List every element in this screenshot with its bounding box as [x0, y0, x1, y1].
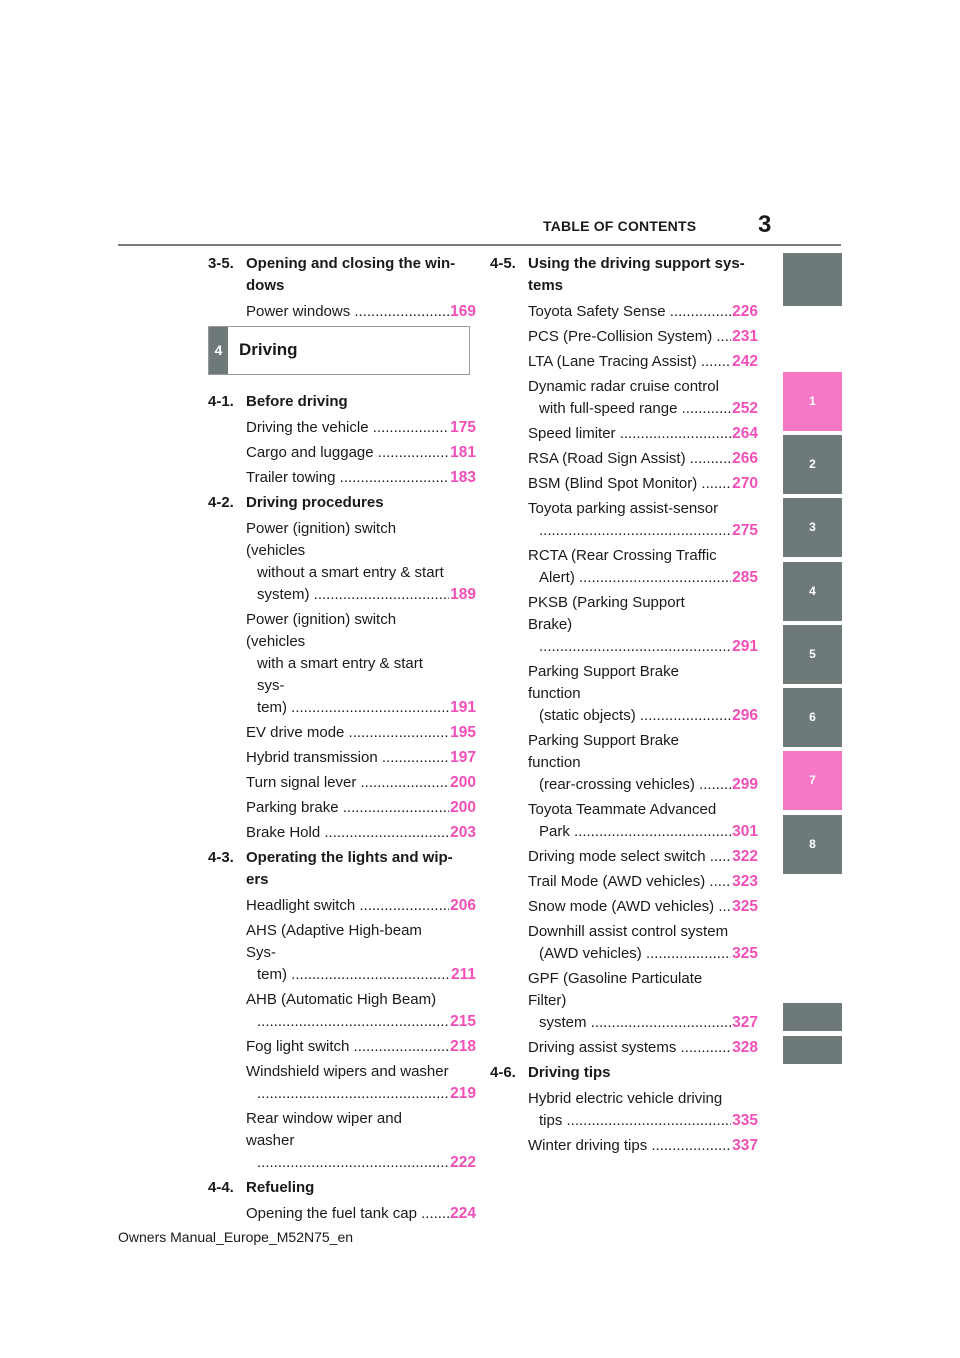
toc-entry-page[interactable]: 231: [732, 328, 758, 345]
toc-entry-label-line: (rear-crossing vehicles) .....: [528, 774, 731, 796]
chapter-tab[interactable]: [783, 1003, 842, 1031]
toc-entry-page[interactable]: 270: [732, 475, 758, 492]
toc-entry-page[interactable]: 200: [450, 774, 476, 791]
section-title: Driving tips: [528, 1064, 611, 1081]
toc-entry-page[interactable]: 181: [450, 444, 476, 461]
toc-entry-label-line: Toyota Teammate Advanced: [528, 801, 717, 818]
section-title: Using the driving support sys- tems: [528, 255, 745, 294]
toc-entry[interactable]: [528, 376, 758, 420]
section-heading: [208, 253, 476, 297]
toc-entry[interactable]: [246, 1036, 476, 1058]
toc-entry-page[interactable]: 322: [732, 848, 758, 865]
toc-entry-label-line: [246, 1083, 449, 1105]
toc-entry[interactable]: [246, 797, 476, 819]
section-number: 4-4.: [208, 1179, 234, 1196]
toc-entry-label-line: Dynamic radar cruise control: [528, 378, 719, 395]
toc-entry[interactable]: [528, 498, 758, 542]
toc-entry-page[interactable]: 215: [450, 1013, 476, 1030]
toc-entry-label-line: Hybrid electric vehicle driving: [528, 1090, 723, 1107]
toc-entry[interactable]: [246, 895, 476, 917]
toc-entry-page[interactable]: 183: [450, 469, 476, 486]
toc-entry-page[interactable]: 169: [450, 303, 476, 320]
toc-entry-label-line: Power (ignition) switch (vehicles: [246, 520, 397, 559]
toc-entry-label-line: Alert) .....: [528, 567, 731, 589]
section-number: 4-3.: [208, 849, 234, 866]
toc-entry[interactable]: [528, 871, 758, 893]
toc-entry-page[interactable]: 252: [732, 400, 758, 417]
toc-entry[interactable]: [246, 747, 476, 769]
toc-entry-label-line: PKSB (Parking Support Brake): [528, 594, 685, 633]
toc-entry[interactable]: [528, 896, 758, 918]
toc-entry[interactable]: [246, 301, 476, 323]
toc-entry-label: Fog light switch .....: [246, 1036, 449, 1058]
toc-entry-label: Parking brake .....: [246, 797, 449, 819]
toc-entry[interactable]: [528, 661, 758, 727]
toc-entry-label: Toyota Safety Sense .....: [528, 301, 731, 323]
toc-entry-label: Headlight switch .....: [246, 895, 449, 917]
section-title: Driving procedures: [246, 494, 384, 511]
toc-entry-page[interactable]: 296: [732, 707, 758, 724]
toc-entry-label: Trail Mode (AWD vehicles) .....: [528, 871, 731, 893]
toc-entry-label: Hybrid transmission .....: [246, 747, 449, 769]
toc-entry[interactable]: [528, 730, 758, 796]
toc-left-column: [208, 391, 476, 1228]
toc-entry-label-line: Power (ignition) switch (vehicles: [246, 611, 397, 650]
toc-entry-label-line: AHS (Adaptive High-beam Sys-: [246, 922, 422, 961]
toc-entry-page[interactable]: 211: [450, 966, 476, 983]
toc-entry[interactable]: [528, 473, 758, 495]
toc-entry-page[interactable]: 175: [450, 419, 476, 436]
toc-entry-label-line: [246, 1152, 449, 1174]
toc-entry-label-line: [528, 520, 731, 542]
toc-entry-label: Driving the vehicle .....: [246, 417, 449, 439]
toc-entry[interactable]: [528, 301, 758, 323]
toc-entry[interactable]: [528, 968, 758, 1034]
toc-entry[interactable]: [246, 722, 476, 744]
toc-entry-page[interactable]: 325: [732, 898, 758, 915]
toc-entry-page[interactable]: 299: [732, 776, 758, 793]
toc-entry-label: Opening the fuel tank cap .....: [246, 1203, 449, 1225]
toc-entry[interactable]: [246, 920, 476, 986]
toc-entry-label-line: Park .....: [528, 821, 731, 843]
toc-entry-label-line: Rear window wiper and washer: [246, 1110, 402, 1149]
toc-entry-page[interactable]: 189: [450, 586, 476, 603]
toc-entry-page[interactable]: 266: [732, 450, 758, 467]
chapter-tab[interactable]: 1: [783, 372, 842, 431]
section-heading: [490, 1062, 758, 1084]
toc-entry-label-line: [528, 636, 731, 658]
toc-entry[interactable]: [246, 467, 476, 489]
chapter-title: Driving: [239, 340, 298, 359]
toc-entry[interactable]: [246, 417, 476, 439]
toc-entry-label-line: [246, 1011, 449, 1033]
toc-entry-page[interactable]: 264: [732, 425, 758, 442]
section-number: 3-5.: [208, 255, 234, 272]
toc-entry[interactable]: [528, 326, 758, 348]
chapter-tab[interactable]: 7: [783, 751, 842, 810]
toc-entry-page[interactable]: 242: [732, 353, 758, 370]
toc-entry-page[interactable]: 195: [450, 724, 476, 741]
toc-entry[interactable]: [528, 799, 758, 843]
toc-entry[interactable]: [246, 1061, 476, 1105]
toc-entry-label-line: GPF (Gasoline Particulate Filter): [528, 970, 703, 1009]
toc-entry-page[interactable]: 222: [450, 1154, 476, 1171]
section-title: Refueling: [246, 1179, 315, 1196]
toc-entry-label-line: with a smart entry & start sys-: [257, 655, 423, 694]
toc-entry-label: RSA (Road Sign Assist) .....: [528, 448, 731, 470]
toc-entry-label-line: system .....: [528, 1012, 731, 1034]
toc-entry[interactable]: [528, 1135, 758, 1157]
toc-entry-label: Driving assist systems .....: [528, 1037, 731, 1059]
toc-entry-page[interactable]: 328: [732, 1039, 758, 1056]
header-title: TABLE OF CONTENTS: [543, 218, 697, 234]
toc-entry-label-line: RCTA (Rear Crossing Traffic: [528, 547, 717, 564]
section-title: Operating the lights and wip- ers: [246, 849, 453, 888]
toc-entry-page[interactable]: 224: [450, 1205, 476, 1222]
section-number: 4-1.: [208, 393, 234, 410]
toc-entry[interactable]: [528, 1088, 758, 1132]
toc-entry[interactable]: [528, 351, 758, 373]
section-heading: [208, 1177, 476, 1199]
toc-entry-page[interactable]: 323: [732, 873, 758, 890]
toc-entry[interactable]: [246, 989, 476, 1033]
section-title: Before driving: [246, 393, 348, 410]
section-heading: [208, 391, 476, 413]
section-number: 4-6.: [490, 1064, 516, 1081]
toc-entry[interactable]: [528, 1037, 758, 1059]
toc-entry-page[interactable]: 275: [732, 522, 758, 539]
toc-entry-page[interactable]: 219: [450, 1085, 476, 1102]
toc-entry-label: Speed limiter .....: [528, 423, 731, 445]
toc-right-column: [490, 253, 758, 1160]
toc-entry[interactable]: [246, 1203, 476, 1225]
toc-entry[interactable]: [528, 545, 758, 589]
toc-entry-label: Driving mode select switch .....: [528, 846, 731, 868]
toc-entry-page[interactable]: 218: [450, 1038, 476, 1055]
toc-entry[interactable]: [246, 822, 476, 844]
toc-entry-page[interactable]: 327: [732, 1014, 758, 1031]
toc-entry[interactable]: [246, 1108, 476, 1174]
chapter-tab[interactable]: 3: [783, 498, 842, 557]
toc-entry-page[interactable]: 337: [732, 1137, 758, 1154]
section-number: 4-5.: [490, 255, 516, 272]
chapter-banner: [208, 326, 470, 375]
chapter-tab[interactable]: [783, 1036, 842, 1064]
toc-entry-page[interactable]: 285: [732, 569, 758, 586]
toc-entry[interactable]: [528, 423, 758, 445]
toc-entry-page[interactable]: 191: [450, 699, 476, 716]
footer-text: Owners Manual_Europe_M52N75_en: [118, 1229, 354, 1245]
chapter-tab[interactable]: 8: [783, 815, 842, 874]
toc-entry-label-line: without a smart entry & start: [257, 564, 444, 581]
header-rule: [118, 244, 841, 246]
section-heading: [490, 253, 758, 297]
toc-entry[interactable]: [528, 592, 758, 658]
toc-entry-label-line: AHB (Automatic High Beam): [246, 991, 437, 1008]
toc-entry-page[interactable]: 200: [450, 799, 476, 816]
toc-entry-label-line: Downhill assist control system: [528, 923, 729, 940]
toc-entry-label-line: (static objects) .....: [528, 705, 731, 727]
chapter-tab[interactable]: [783, 253, 842, 306]
toc-entry-label: EV drive mode .....: [246, 722, 449, 744]
toc-entry[interactable]: [246, 518, 476, 606]
chapter-number: 4: [209, 327, 228, 374]
toc-entry-label-line: tem) .....: [246, 964, 450, 986]
toc-entry[interactable]: [528, 921, 758, 965]
toc-entry-label: Snow mode (AWD vehicles) .....: [528, 896, 731, 918]
toc-entry-label-line: tem) .....: [246, 697, 449, 719]
toc-entry-label: Power windows .....: [246, 301, 449, 323]
toc-entry[interactable]: [528, 846, 758, 868]
chapter-tab[interactable]: 5: [783, 625, 842, 684]
chapter-tab[interactable]: 2: [783, 435, 842, 494]
toc-entry-label-line: tips .....: [528, 1110, 731, 1132]
toc-entry-label: Brake Hold .....: [246, 822, 449, 844]
toc-entry-label: Turn signal lever .....: [246, 772, 449, 794]
page-number: 3: [758, 211, 772, 238]
toc-entry-label-line: Parking Support Brake function: [528, 663, 679, 702]
toc-entry-page[interactable]: 335: [732, 1112, 758, 1129]
section-heading: [208, 847, 476, 891]
toc-entry[interactable]: [528, 448, 758, 470]
chapter-tab[interactable]: 4: [783, 562, 842, 621]
toc-entry-label-line: Toyota parking assist-sensor: [528, 500, 719, 517]
toc-entry-label: Cargo and luggage .....: [246, 442, 449, 464]
section-title: Opening and closing the win- dows: [246, 255, 456, 294]
toc-entry-page[interactable]: 325: [732, 945, 758, 962]
toc-entry-label: Winter driving tips .....: [528, 1135, 731, 1157]
toc-entry-page[interactable]: 206: [450, 897, 476, 914]
toc-entry-label: Trailer towing .....: [246, 467, 449, 489]
section-heading: [208, 492, 476, 514]
toc-left-top: [208, 253, 476, 326]
toc-entry-label-line: system) .....: [246, 584, 449, 606]
section-number: 4-2.: [208, 494, 234, 511]
toc-entry-label: BSM (Blind Spot Monitor) .....: [528, 473, 731, 495]
toc-entry[interactable]: [246, 772, 476, 794]
toc-entry-label-line: (AWD vehicles) .....: [528, 943, 731, 965]
toc-entry-label: LTA (Lane Tracing Assist) .....: [528, 351, 731, 373]
toc-entry-page[interactable]: 301: [732, 823, 758, 840]
toc-entry-page[interactable]: 291: [732, 638, 758, 655]
toc-entry-page[interactable]: 226: [732, 303, 758, 320]
chapter-tab[interactable]: 6: [783, 688, 842, 747]
toc-entry[interactable]: [246, 609, 476, 719]
toc-entry-label-line: Parking Support Brake function: [528, 732, 679, 771]
toc-entry[interactable]: [246, 442, 476, 464]
toc-entry-label-line: Windshield wipers and washer: [246, 1063, 449, 1080]
toc-entry-label-line: with full-speed range .....: [528, 398, 731, 420]
toc-entry-label: PCS (Pre-Collision System) .....: [528, 326, 731, 348]
toc-entry-page[interactable]: 203: [450, 824, 476, 841]
toc-entry-page[interactable]: 197: [450, 749, 476, 766]
